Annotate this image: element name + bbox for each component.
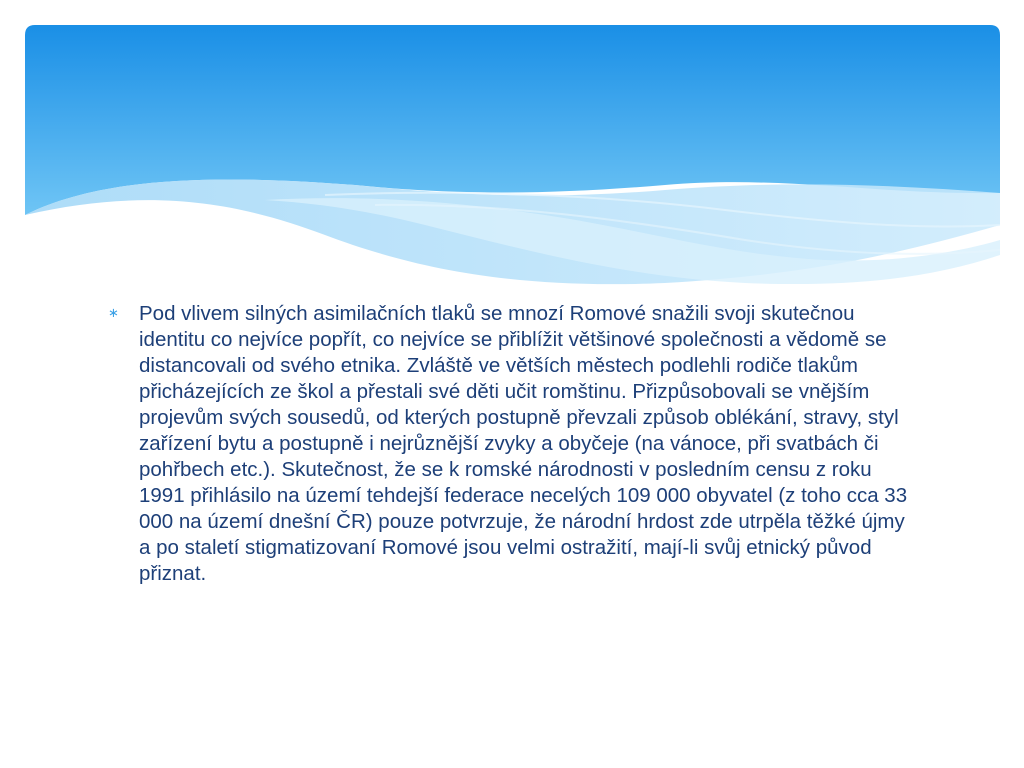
header-wave-banner	[25, 25, 1000, 290]
bullet-item	[108, 301, 920, 587]
wave-graphic	[25, 25, 1000, 290]
bullet-icon: ∗	[108, 306, 119, 321]
slide-content	[108, 301, 920, 587]
body-paragraph: Pod vlivem silných asimilačních tlaků se mnozí Romové snažili svoji skutečnou identitu co nejvíce popřít, co nejvíce se přiblížit většinové společnosti a vědomě se distancovali od svého etnika. Zvláště ve větších městech podlehli rodiče tlakům přicházejících ze škol a přestali své děti učit romštinu. Přizpůsobovali se vnějším projevům svých sousedů, od kterých postupně převzali způsob oblékání, stravy, styl zařízení bytu a postupně i nejrůznější zvyky a obyčeje (na vánoce, při svatbách či pohřbech etc.). Skutečnost, že se k romské národnosti v posledním censu z roku 1991 přihlásilo na území tehdejší federace necelých 109 000 obyvatel (z toho cca 33 000 na území dnešní ČR) pouze potvrzuje, že národní hrdost zde utrpěla těžké újmy a po staletí stigmatizovaní Romové jsou velmi ostražití, mají-li svůj etnický původ přiznat.	[139, 302, 908, 585]
